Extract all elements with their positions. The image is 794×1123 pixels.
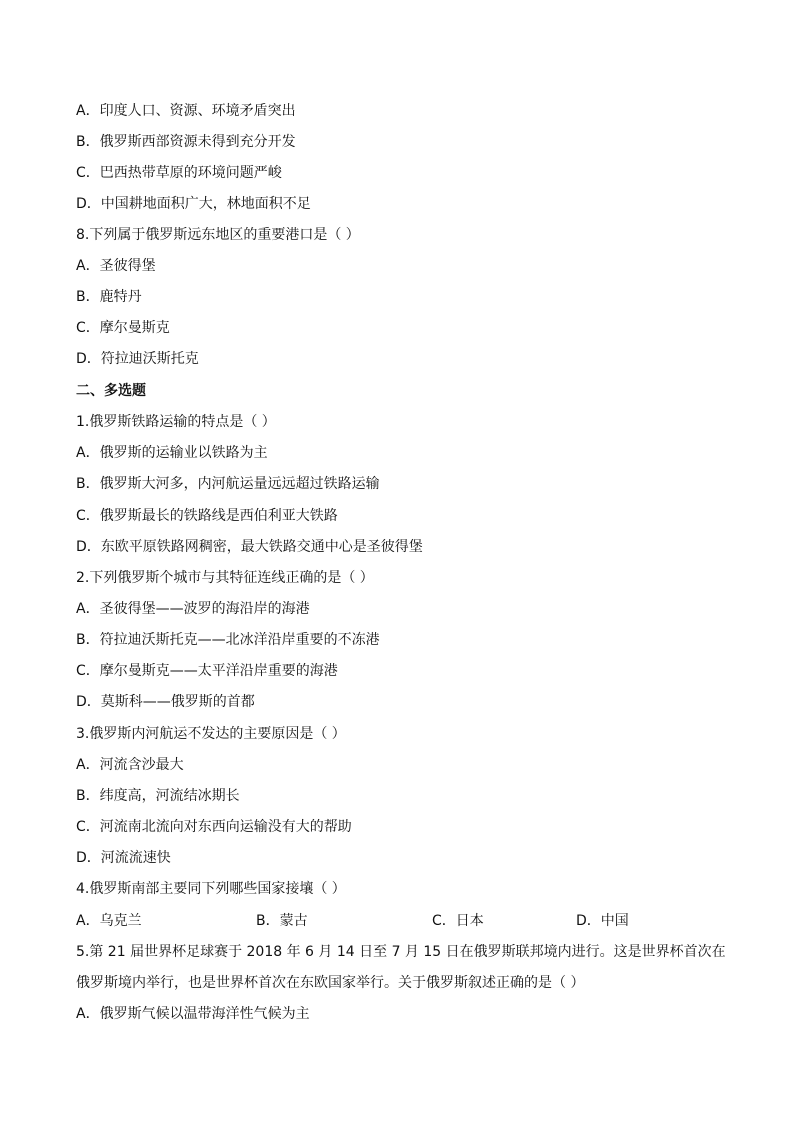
mq3-option-b: B．纬度高，河流结冰期长	[76, 788, 240, 804]
mq2-option-d: D．莫斯科——俄罗斯的首都	[76, 694, 255, 710]
mq5-stem-line-1: 5.第 21 届世界杯足球赛于 2018 年 6 月 14 日至 7 月 15 日在俄罗斯联邦境内进行。这是世界杯首次在	[76, 944, 726, 960]
mq2-stem: 2.下列俄罗斯个城市与其特征连线正确的是（ ）	[76, 570, 374, 586]
q8-option-a: A．圣彼得堡	[76, 258, 156, 274]
question-8-stem: 8.下列属于俄罗斯远东地区的重要港口是（ ）	[76, 227, 360, 243]
option-c: C．巴西热带草原的环境问题严峻	[76, 165, 282, 181]
option-a: A．印度人口、资源、环境矛盾突出	[76, 103, 296, 119]
mq4-stem: 4.俄罗斯南部主要同下列哪些国家接壤（ ）	[76, 881, 346, 897]
mq3-stem: 3.俄罗斯内河航运不发达的主要原因是（ ）	[76, 726, 346, 742]
q8-option-b: B．鹿特丹	[76, 289, 142, 305]
mq4-option-d: D．中国	[576, 913, 629, 929]
mq3-option-a: A．河流含沙最大	[76, 757, 184, 773]
mq2-option-b: B．符拉迪沃斯托克——北冰洋沿岸重要的不冻港	[76, 632, 380, 648]
mq3-option-d: D．河流流速快	[76, 850, 171, 866]
mq2-option-c: C．摩尔曼斯克——太平洋沿岸重要的海港	[76, 663, 338, 679]
q8-option-c: C．摩尔曼斯克	[76, 320, 170, 336]
mq4-option-c: C．日本	[432, 913, 484, 929]
mq1-option-a: A．俄罗斯的运输业以铁路为主	[76, 445, 268, 461]
mq3-option-c: C．河流南北流向对东西向运输没有大的帮助	[76, 819, 352, 835]
mq1-option-d: D．东欧平原铁路网稠密，最大铁路交通中心是圣彼得堡	[76, 539, 423, 555]
mq4-option-b: B．蒙古	[256, 913, 308, 929]
option-d: D．中国耕地面积广大，林地面积不足	[76, 196, 311, 212]
mq1-option-b: B．俄罗斯大河多，内河航运量远远超过铁路运输	[76, 476, 380, 492]
section-title: 二、多选题	[76, 383, 146, 399]
mq5-stem-line-2: 俄罗斯境内举行，也是世界杯首次在东欧国家举行。关于俄罗斯叙述正确的是（ ）	[76, 975, 585, 991]
mq1-stem: 1.俄罗斯铁路运输的特点是（ ）	[76, 414, 276, 430]
mq1-option-c: C．俄罗斯最长的铁路线是西伯利亚大铁路	[76, 508, 338, 524]
mq5-option-a: A．俄罗斯气候以温带海洋性气候为主	[76, 1006, 310, 1022]
q8-option-d: D．符拉迪沃斯托克	[76, 351, 199, 367]
option-b: B．俄罗斯西部资源未得到充分开发	[76, 134, 296, 150]
mq4-option-a: A．乌克兰	[76, 913, 142, 929]
mq2-option-a: A．圣彼得堡——波罗的海沿岸的海港	[76, 601, 310, 617]
